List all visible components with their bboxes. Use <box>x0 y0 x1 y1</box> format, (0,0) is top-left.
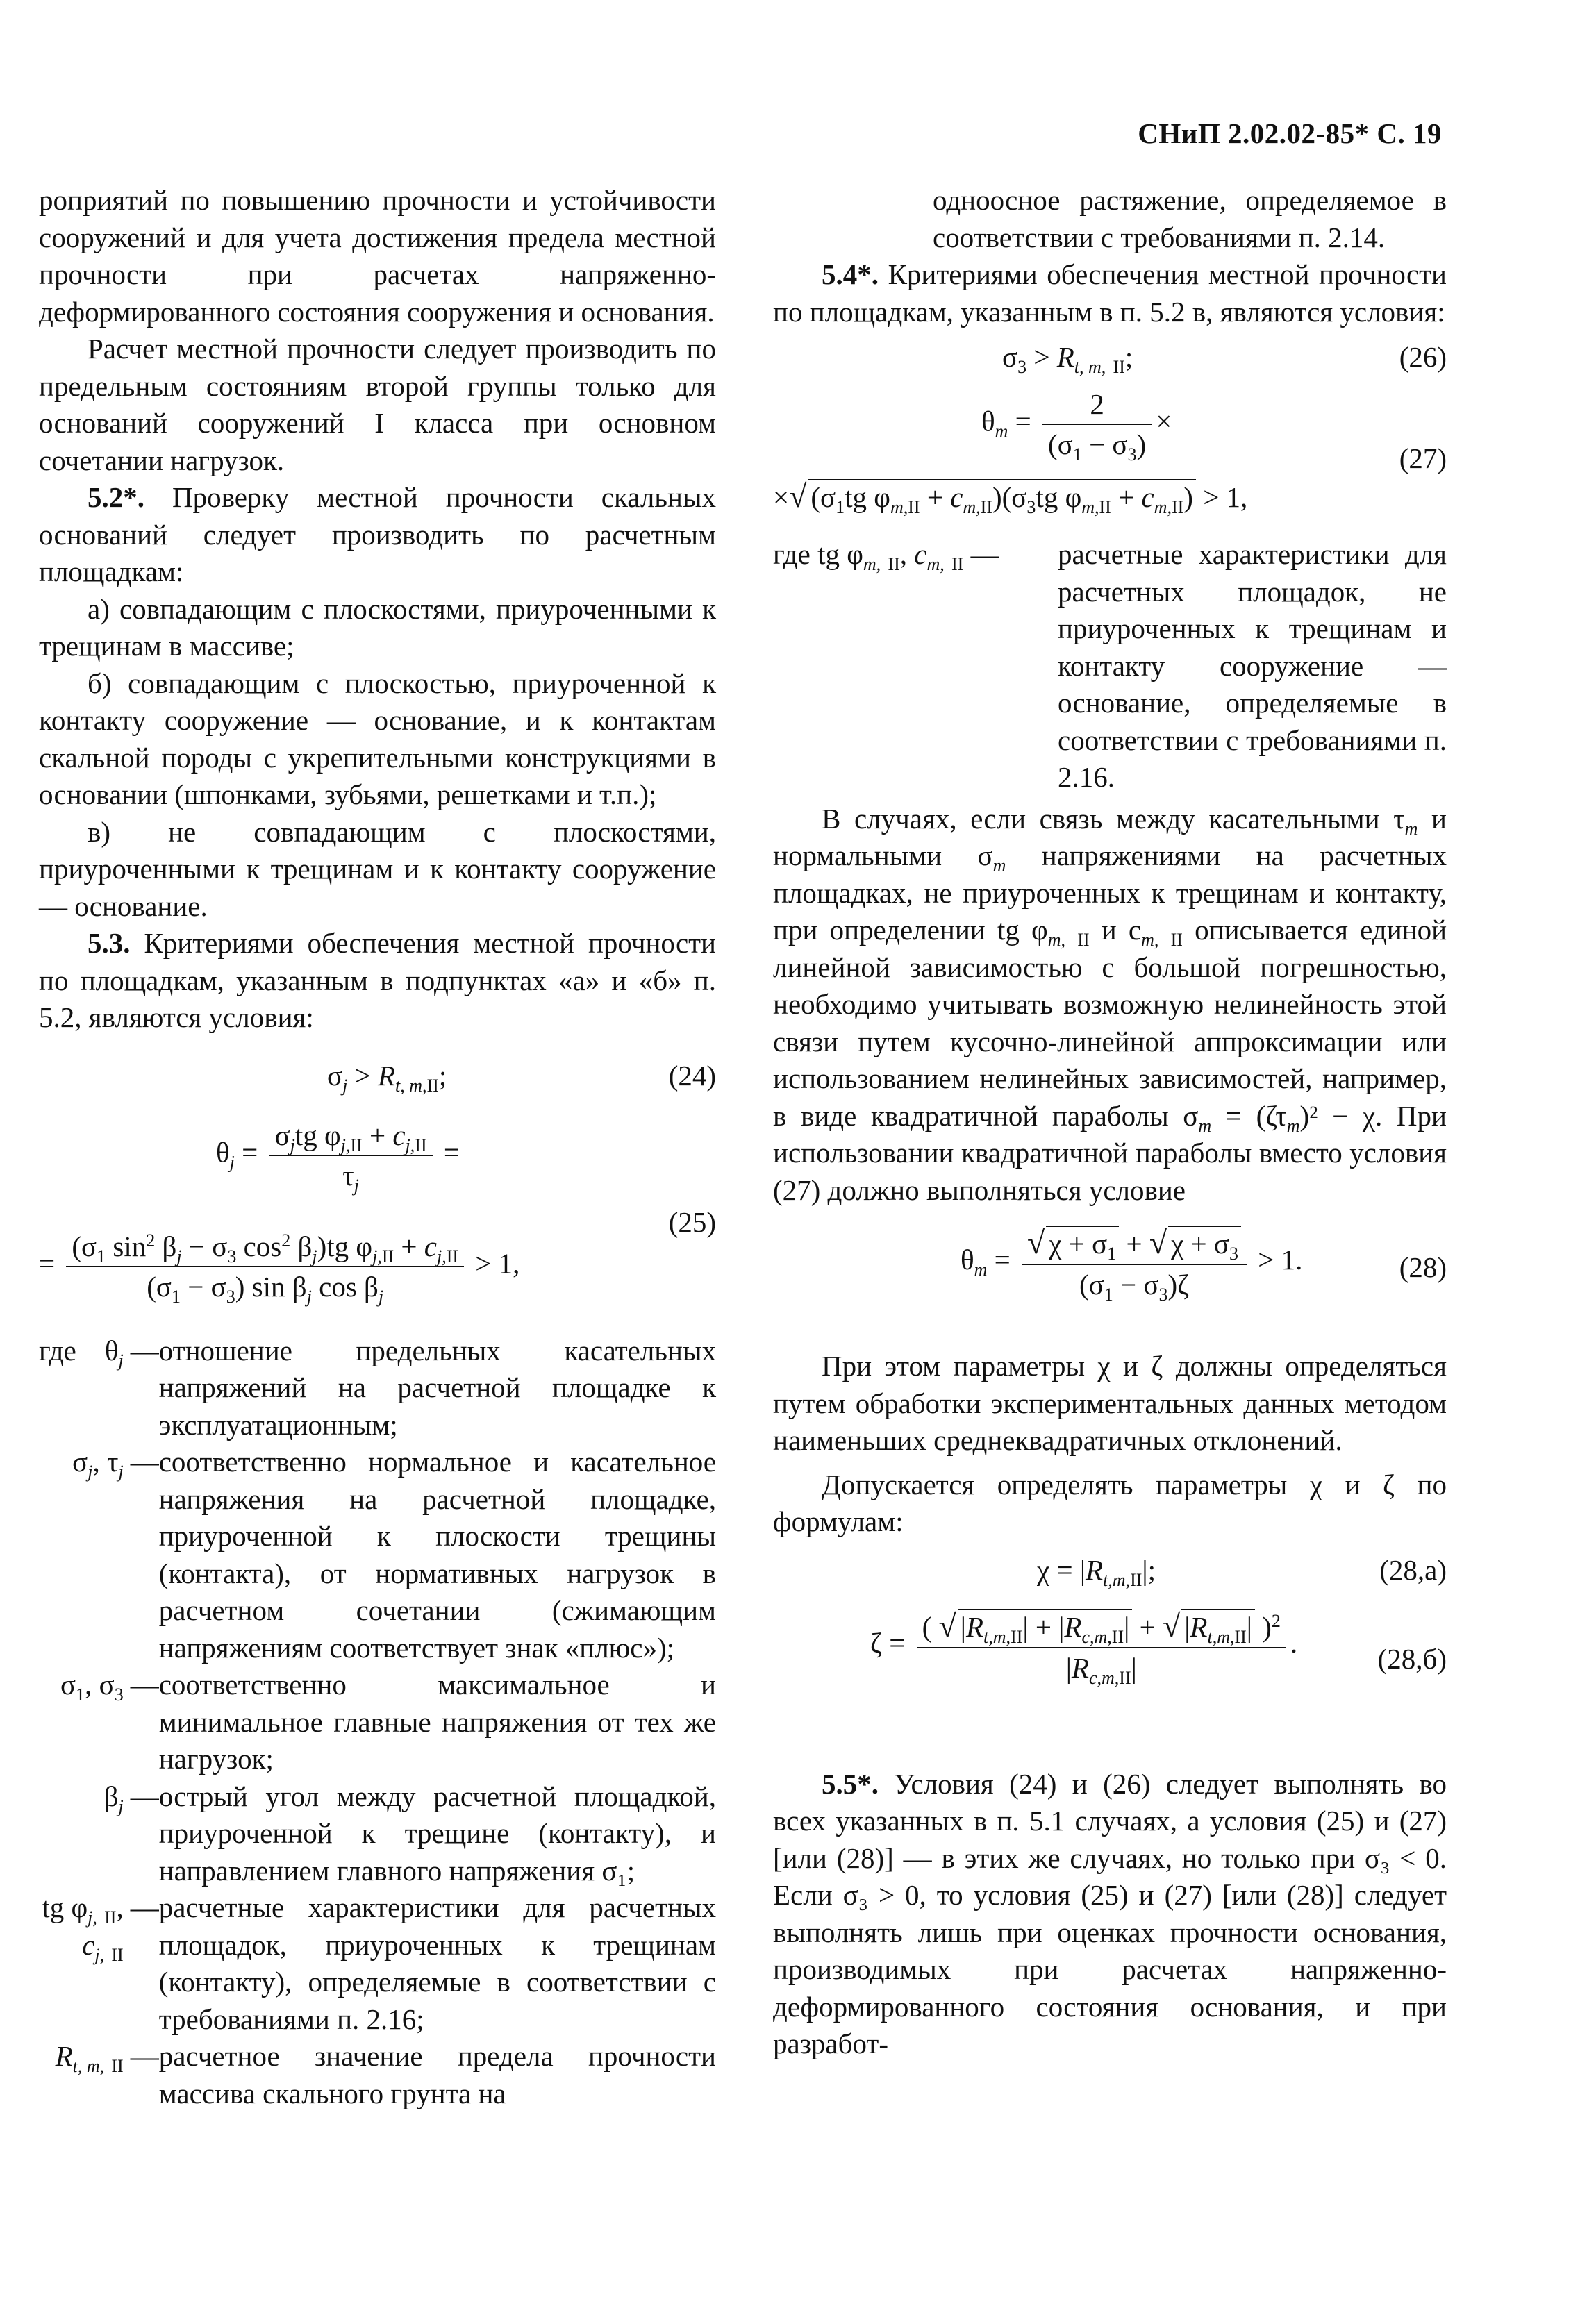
equation-number: (24) <box>668 1059 716 1092</box>
equation-number: (25) <box>668 1205 716 1238</box>
paragraph: одноосное растяжение, определяемое в соответствии с требованиями п. 2.14. <box>933 184 1447 253</box>
paragraph: б) совпадающим с плоскостью, приуроченной к контакту сооружение — основание, и к контактам скальной породы с укрепительными конструкциями в основании (шпонками, зубьями, решетками и т.п.); <box>39 667 716 810</box>
equation-number: (26) <box>1399 341 1447 373</box>
equation-27: $\theta_m$ = $\frac{2}{(\sigma_1 - \sigma_3)}$ × (27) ×√ ($\sigma_1tg$ $\varphi_{m,II} + c_{m,II})(\sigma_3tg$ $\varphi_{m,II} + c_{m,II}) > 1$, <box>773 388 1447 517</box>
definition-item: где $\theta_j$ — отношение предельных касательных напряжений на расчетной площадке к эксплуатационным; <box>39 1334 716 1441</box>
paragraph: Допускается определять параметры χ и ζ по формулам: <box>773 1468 1447 1537</box>
paragraph: 5.5*. Условия (24) и (26) следует выполнять во всех указанных в п. 5.1 случаях, а условия (25) и (27) [или (28)] — в этих же случаях, но только при σ₃ < 0. Если σ₃ > 0, то условия (25) и (27) [или (28)] следует выполнять лишь при оценках прочности основания, производимых при расчетах напряженно-деформированного состояния основания, и при разработ- <box>773 1767 1447 2059</box>
equation-number: (28) <box>1399 1251 1447 1283</box>
paragraph: роприятий по повышению прочности и устойчивости сооружений и для учета достижения предела местной прочности при расчетах напряженно-деформированного состояния сооружения и основания. <box>39 184 716 328</box>
equation-number: (28,б) <box>1377 1642 1447 1675</box>
definition-item: tg $\varphi_{j,}$ $_{II}$, $c_{j,}$ $_{II}$ — расчетные характеристики для расчетных площадок, приуроченных к трещинам (контакту), определяемые в соответствии с требованиями п. 2.16; <box>42 1891 716 2035</box>
definition-item: $\sigma_j$, $\tau_j$ — соответственно нормальное и касательное напряжения на расчетной площадке, приуроченной к плоскости трещины (контакта), от нормативных нагрузок в расчетном сочетании (сжимающим напряжениям соответствует знак «плюс»); <box>72 1446 716 1664</box>
definitions-list <box>39 1332 716 2113</box>
clause-number: 5.2*. <box>88 481 144 513</box>
page-header: СНиП 2.02.02-85* С. 19 <box>1138 117 1442 149</box>
paragraph: В случаях, если связь между касательными $\tau_m$ и нормальными $\sigma_m$ напряжениями на расчетных площадках, не приуроченных к трещинам и контакту, при определении tg $\varphi_{m,}$ $_{II}$ и $c_{m,}$ $_{II}$ описывается единой линейной зависимостью с большой погрешностью, необходимо учитывать возможную нелинейность этой связи путем кусочно-линейной аппроксимации или использованием нелинейных зависимостей, например, в виде квадратичной параболы $\sigma_m = (\zeta\tau_m)^2 - \chi$. При использовании квадратичной параболы вместо условия (27) должно выполняться условие <box>773 802 1447 1206</box>
paragraph: 5.4*. Критериями обеспечения местной прочности по площадкам, указанным в п. 5.2 в, являются условия: <box>773 258 1447 328</box>
equation-28a: $\chi = |R_{t,m,II}|$; (28,а) <box>1037 1553 1447 1590</box>
definition-item: $\beta_j$ — острый угол между расчетной площадкой, приуроченной к трещине (контакту), и направлением главного напряжения σ₁; <box>103 1780 716 1887</box>
paragraph: 5.3. Критериями обеспечения местной прочности по площадкам, указанным в подпунктах «а» и «б» п. 5.2, являются условия: <box>39 927 716 1033</box>
paragraph: а) совпадающим с плоскостями, приуроченными к трещинам в массиве; <box>39 592 716 662</box>
clause-number: 5.5*. <box>822 1767 879 1800</box>
paragraph: в) не совпадающим с плоскостями, приуроченными к трещинам и к контакту сооружение — основание. <box>39 815 716 922</box>
paragraph: При этом параметры χ и ζ должны определяться путем обработки экспериментальных данных методом наименьших среднеквадратичных отклонений. <box>773 1350 1447 1456</box>
equation-number: (28,а) <box>1379 1553 1447 1586</box>
equation-25: $\theta_j$ = $\frac{\sigma_jtg \varphi_{j,II} + c_{j,II}}{\tau_j}$ = (25) = $\frac{(\sigma_1 \sin^2 \beta_j - \sigma_3 \cos^2 \beta_j)tg \varphi_{j,II} + c_{j,II}}{(\sigma_1 - \sigma_3) \sin \beta_j \cos \beta_j}$ > 1, <box>39 1119 716 1307</box>
equation-28: $\theta_m$ = $\frac{√ \chi + \sigma_1 + √ \chi + \sigma_3}{(\sigma_1 - \sigma_3)\zeta}$ > 1. (28) <box>961 1225 1447 1305</box>
equation-number: (27) <box>1399 442 1447 474</box>
where-block: где tg $\varphi_{m,}$ $_{II}$, $c_{m,}$ $_{II}$ — расчетные характеристики для расчетных площадок, не приуроченных к трещинам и контакту сооружение — основание, определяемые в соответствии с требованиями п. 2.16. <box>773 538 1447 793</box>
definition-item: $\sigma_1$, $\sigma_3$ — соответственно максимальное и минимальное главные напряжения от тех же нагрузок; <box>60 1669 716 1775</box>
clause-number: 5.3. <box>88 927 131 959</box>
paragraph: Расчет местной прочности следует производить по предельным состояниям второй группы только для оснований сооружений I класса при основном сочетании нагрузок. <box>39 333 716 476</box>
equation-28b: ζ = $\frac{( √ |R_{t,m,II}| + |R_{c,m,II}| + √ |R_{t,m,II}| )^2}{|R_{c,m,II}|}$ . (28,б) <box>870 1607 1447 1688</box>
definition-item: $R_{t, m,}$ $_{II}$ — расчетное значение предела прочности массива скального грунта на <box>55 2040 716 2109</box>
clause-number: 5.4*. <box>822 258 879 290</box>
right-column <box>773 182 1447 2063</box>
left-column <box>39 182 716 2112</box>
equation-24: $\sigma_j > R_{t, m,II}$; (24) <box>327 1059 716 1096</box>
paragraph: 5.2*. Проверку местной прочности скальных оснований следует производить по расчетным площадкам: <box>39 481 716 587</box>
equation-26: $\sigma_3 > R_{t, m,}$ $_{II}$; (26) <box>1002 341 1447 377</box>
